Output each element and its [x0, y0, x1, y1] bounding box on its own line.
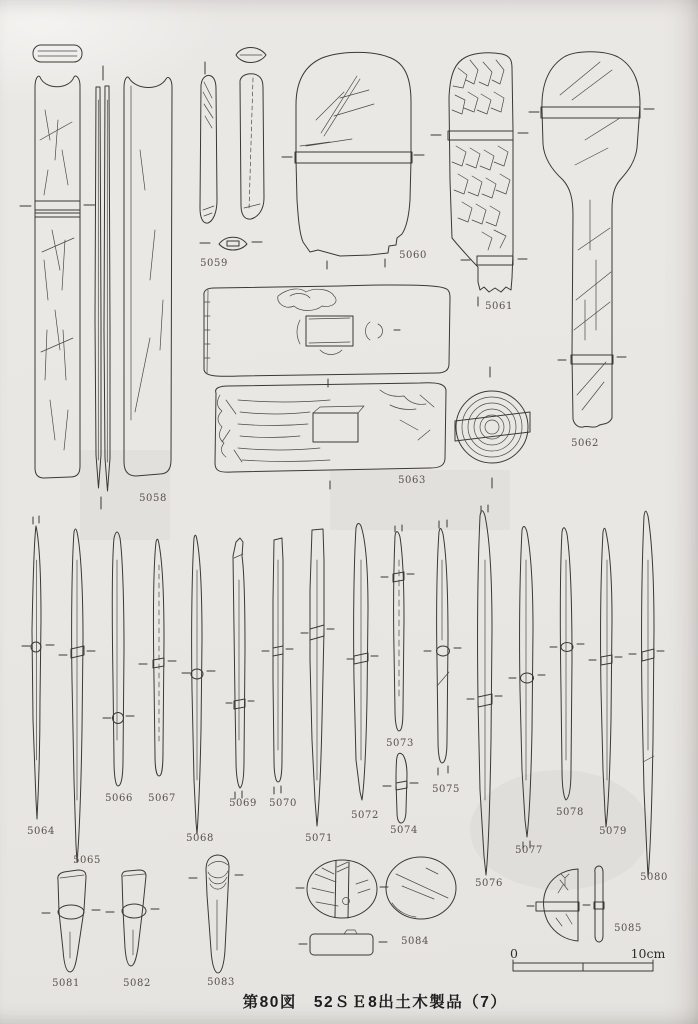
artifact-5060-drawing — [282, 52, 427, 269]
artifact-label-5076: 5076 — [475, 878, 503, 889]
artifact-label-5070: 5070 — [269, 798, 297, 809]
artifact-5065-drawing — [59, 529, 101, 866]
artifact-label-5061: 5061 — [485, 301, 513, 312]
artifact-label-5081: 5081 — [52, 978, 80, 989]
artifact-5067-drawing — [139, 539, 176, 804]
artifact-label-5075: 5075 — [432, 784, 460, 795]
artifact-label-5069: 5069 — [229, 798, 257, 809]
artifact-5084-drawing — [296, 857, 456, 955]
artifact-label-5085: 5085 — [614, 923, 642, 934]
artifact-5081-drawing — [42, 870, 100, 989]
artifact-5066-drawing — [103, 532, 134, 804]
artifact-label-5071: 5071 — [305, 833, 333, 844]
artifact-label-5072: 5072 — [351, 810, 379, 821]
artifact-label-5073: 5073 — [386, 738, 414, 749]
artifact-label-5060: 5060 — [399, 250, 427, 261]
scale-end-label: 10cm — [630, 946, 666, 961]
artifact-5072-drawing — [347, 524, 379, 821]
artifact-label-5082: 5082 — [123, 978, 151, 989]
artifact-5059-drawing — [200, 48, 266, 270]
artifact-5083-drawing — [189, 855, 243, 988]
artifact-label-5068: 5068 — [186, 833, 214, 844]
artifact-5062-drawing — [529, 52, 654, 449]
artifact-label-5078: 5078 — [556, 807, 584, 818]
artifact-5069-drawing — [226, 538, 257, 809]
wooden-disc-drawing — [455, 367, 530, 488]
artifact-5061-drawing — [431, 53, 528, 312]
artifact-label-5058: 5058 — [139, 493, 167, 504]
artifact-5068-drawing — [182, 535, 215, 844]
artifact-label-5067: 5067 — [148, 793, 176, 804]
artifact-label-5062: 5062 — [571, 438, 599, 449]
artifact-label-5059: 5059 — [200, 258, 228, 269]
artifact-5082-drawing — [106, 870, 159, 989]
artifact-5064-drawing — [22, 516, 55, 837]
scale-start-label: 0 — [510, 946, 518, 961]
artifact-label-5083: 5083 — [207, 977, 235, 988]
artifact-label-5064: 5064 — [27, 826, 55, 837]
artifact-label-5066: 5066 — [105, 793, 133, 804]
artifact-label-5063: 5063 — [398, 475, 426, 486]
artifact-5071-drawing — [301, 529, 334, 844]
figure-caption: 第80図 52ＳＥ8出土木製品（7） — [242, 994, 508, 1011]
artifact-5070-drawing — [262, 538, 297, 809]
artifact-5063-drawing — [204, 285, 450, 489]
artifact-5058-drawing — [20, 45, 172, 509]
artifact-5074-drawing — [383, 753, 418, 836]
page-show-through — [80, 450, 650, 890]
artifact-label-5079: 5079 — [599, 826, 627, 837]
artifact-label-5084: 5084 — [401, 936, 429, 947]
artifact-5075-drawing — [424, 520, 461, 795]
artifact-5073-drawing — [381, 525, 414, 749]
artifact-label-5065: 5065 — [73, 855, 101, 866]
artifact-label-5077: 5077 — [515, 845, 543, 856]
artifact-label-5080: 5080 — [640, 872, 668, 883]
artifact-label-5074: 5074 — [390, 825, 418, 836]
scale-bar — [510, 946, 666, 971]
